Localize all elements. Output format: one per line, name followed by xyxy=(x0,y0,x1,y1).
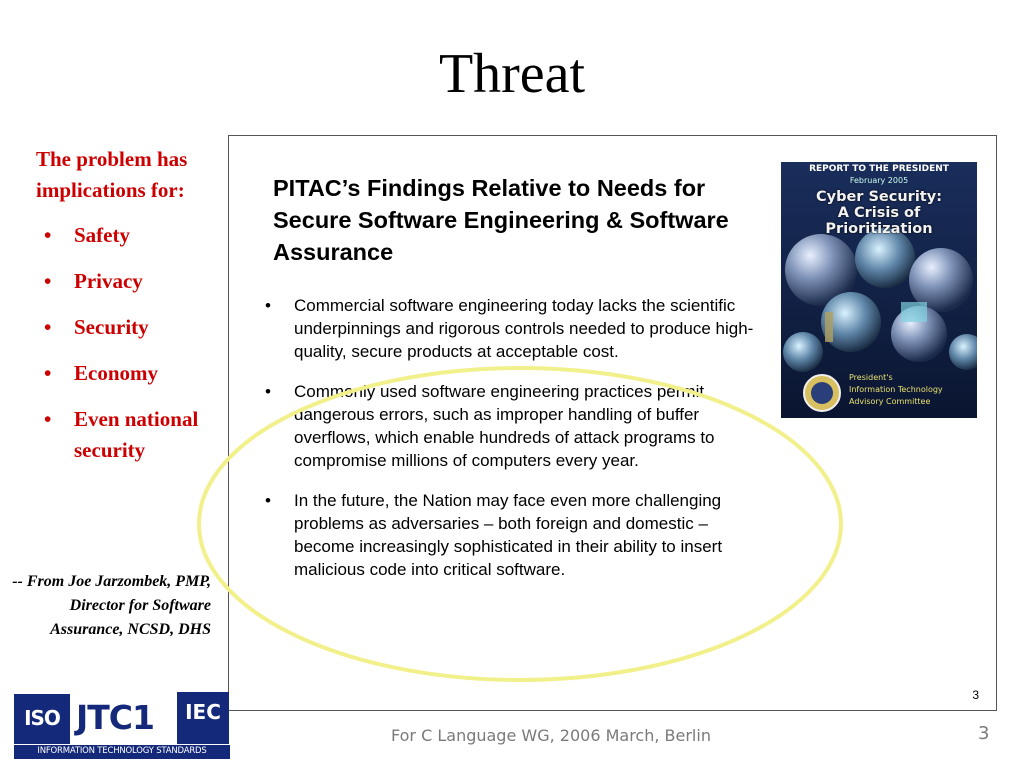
sidebar xyxy=(36,144,214,481)
bullet-icon: • xyxy=(44,223,52,247)
finding-text: In the future, the Nation may face even more challenging problems as adversaries – both foreign and domestic – become increasingly sophisticated in their ability to insert malicious code into critical software. xyxy=(294,491,723,579)
iso-jtc1-iec-logo xyxy=(14,692,230,760)
cover-committee-line: President's xyxy=(849,373,893,382)
slide-number: 3 xyxy=(978,723,990,744)
source-credit: -- From Joe Jarzombek, PMP, Director for Software Assurance, NCSD, DHS xyxy=(12,573,211,638)
bullet-icon: • xyxy=(44,361,52,385)
implication-item xyxy=(36,220,214,251)
finding-item xyxy=(265,294,765,363)
implication-label: Even national security xyxy=(74,407,199,462)
iec-logo xyxy=(177,692,229,744)
cover-date: February 2005 xyxy=(849,176,909,185)
sidebar-intro: The problem has implications for: xyxy=(36,147,188,202)
implication-item xyxy=(36,404,214,466)
iec-logo-text: IEC xyxy=(185,700,221,724)
finding-text: Commercial software engineering today lacks the scientific underpinnings and rigorous controls needed to produce high-quality, secure products at acceptable cost. xyxy=(294,296,754,361)
bullet-icon: • xyxy=(265,491,271,510)
cover-committee xyxy=(849,372,943,408)
implication-label: Privacy xyxy=(74,269,143,293)
bullet-icon: • xyxy=(44,315,52,339)
cover-committee-line: Information Technology xyxy=(849,385,943,394)
cover-title-line: Cyber Security: xyxy=(815,189,942,205)
cover-title xyxy=(781,189,977,237)
cover-title-line: A Crisis of xyxy=(837,205,921,221)
bullet-icon: • xyxy=(44,269,52,293)
iso-logo xyxy=(14,694,70,744)
implication-item xyxy=(36,358,214,389)
panel-page-number: 3 xyxy=(972,688,979,702)
logo-tagline: INFORMATION TECHNOLOGY STANDARDS xyxy=(37,746,207,756)
jtc1-logo-text: JTC1 xyxy=(76,698,154,737)
implication-label: Security xyxy=(74,315,149,339)
highlight-ellipse xyxy=(195,364,845,684)
bullet-icon: • xyxy=(265,296,271,315)
footer-text: For C Language WG, 2006 March, Berlin xyxy=(391,726,711,745)
logo-tagline-bar xyxy=(14,745,230,759)
implication-item xyxy=(36,266,214,297)
cover-heading: REPORT TO THE PRESIDENT xyxy=(809,164,949,174)
implication-item xyxy=(36,312,214,343)
implication-label: Safety xyxy=(74,223,130,247)
implication-label: Economy xyxy=(74,361,158,385)
implications-list xyxy=(36,220,214,466)
cover-committee-line: Advisory Committee xyxy=(849,397,931,406)
finding-text: Commonly used software engineering practices permit dangerous errors, such as improper handling of buffer overflows, which enable hundreds of attack programs to compromise millions of computers every year. xyxy=(294,382,715,470)
slide-title: Threat xyxy=(438,43,586,105)
cover-title-line: Prioritization xyxy=(825,221,933,237)
bullet-icon: • xyxy=(44,407,52,431)
iso-logo-text: ISO xyxy=(24,706,60,730)
findings-heading: PITAC’s Findings Relative to Needs for Secure Software Engineering & Software Assurance xyxy=(273,175,729,265)
bullet-icon: • xyxy=(265,382,271,401)
